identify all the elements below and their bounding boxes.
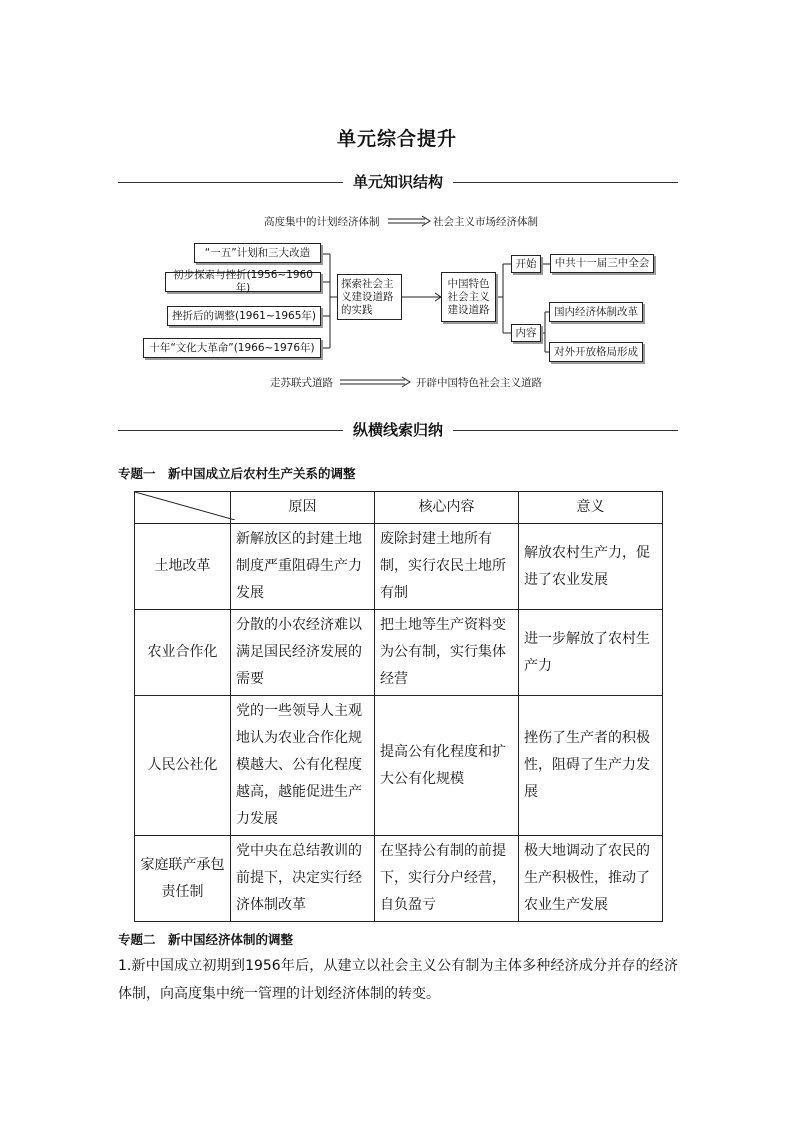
topic-one-heading: 专题一 新中国成立后农村生产关系的调整 (118, 466, 356, 481)
content-cell: 废除封建土地所有制，实行农民土地所有制 (375, 524, 519, 610)
meaning-cell: 挫伤了生产者的积极性，阻碍了生产力发展 (519, 696, 663, 836)
diagram-left-item: 挫折后的调整(1961~1965年) (167, 306, 321, 326)
diagram-bottom-right: 开辟中国特色社会主义道路 (416, 377, 542, 389)
diagram-left-item: 十年“文化大革命”(1966~1976年) (143, 338, 321, 358)
diagram-top-right: 社会主义市场经济体制 (433, 216, 538, 228)
table-corner-cell (135, 492, 231, 524)
table-row (135, 610, 663, 696)
row-title: 农业合作化 (135, 610, 231, 696)
diagram-start-item: 中共十一届三中全会 (550, 254, 654, 273)
content-cell: 在坚持公有制的前提下，实行分户经营，自负盈亏 (375, 836, 519, 922)
meaning-cell: 极大地调动了农民的生产积极性，推动了农业生产发展 (519, 836, 663, 922)
cause-cell: 党的一些领导人主观地认为农业合作化规模越大、公有化程度越高，越能促进生产力发展 (231, 696, 375, 836)
cause-cell: 分散的小农经济难以满足国民经济发展的需要 (231, 610, 375, 696)
diagram-content-item: 对外开放格局形成 (549, 342, 643, 362)
topic-two-heading: 专题二 新中国经济体制的调整 (118, 932, 294, 947)
section-heading-text: 纵横线索归纳 (343, 421, 453, 439)
meaning-cell: 进一步解放了农村生产力 (519, 610, 663, 696)
adjustment-table (134, 491, 663, 922)
diagram-left-item: 初步探索与挫折(1956~1960年) (165, 272, 321, 292)
diagonal-line (135, 492, 235, 520)
diagram-left-item: “一五”计划和三大改造 (194, 243, 321, 263)
table-header: 意义 (519, 492, 663, 524)
row-title: 人民公社化 (135, 696, 231, 836)
content-cell: 把土地等生产资料变为公有制，实行集体经营 (375, 610, 519, 696)
content-cell: 提高公有化程度和扩大公有化规模 (375, 696, 519, 836)
diagram-connectors (0, 0, 794, 400)
table-header: 核心内容 (375, 492, 519, 524)
table-row (135, 524, 663, 610)
table-header: 原因 (231, 492, 375, 524)
cause-cell: 党中央在总结教训的前提下，决定实行经济体制改革 (231, 836, 375, 922)
diagram-content-item: 国内经济体制改革 (549, 302, 643, 322)
row-title: 家庭联产承包责任制 (135, 836, 231, 922)
diagram-middle-box: 中国特色社会主义建设道路 (441, 272, 496, 322)
diagram-content-label: 内容 (511, 324, 541, 342)
diagram-bottom-left: 走苏联式道路 (270, 377, 333, 389)
diagram-start-label: 开始 (511, 255, 541, 273)
table-row (135, 836, 663, 922)
table-row (135, 696, 663, 836)
body-paragraph: 1.新中国成立初期到1956年后，从建立以社会主义公有制为主体多种经济成分并存的经济体制，向高度集中统一管理的计划经济体制的转变。 (118, 958, 678, 1002)
diagram-center-box: 探索社会主义建设道路的实践 (337, 274, 402, 320)
section-heading-text: 单元知识结构 (343, 173, 453, 191)
meaning-cell: 解放农村生产力，促进了农业发展 (519, 524, 663, 610)
table-header-row (135, 492, 663, 524)
row-title: 土地改革 (135, 524, 231, 610)
page-title: 单元综合提升 (336, 128, 457, 150)
section-heading-clues (118, 420, 678, 440)
diagram-top-left: 高度集中的计划经济体制 (264, 216, 380, 228)
cause-cell: 新解放区的封建土地制度严重阻碍生产力发展 (231, 524, 375, 610)
